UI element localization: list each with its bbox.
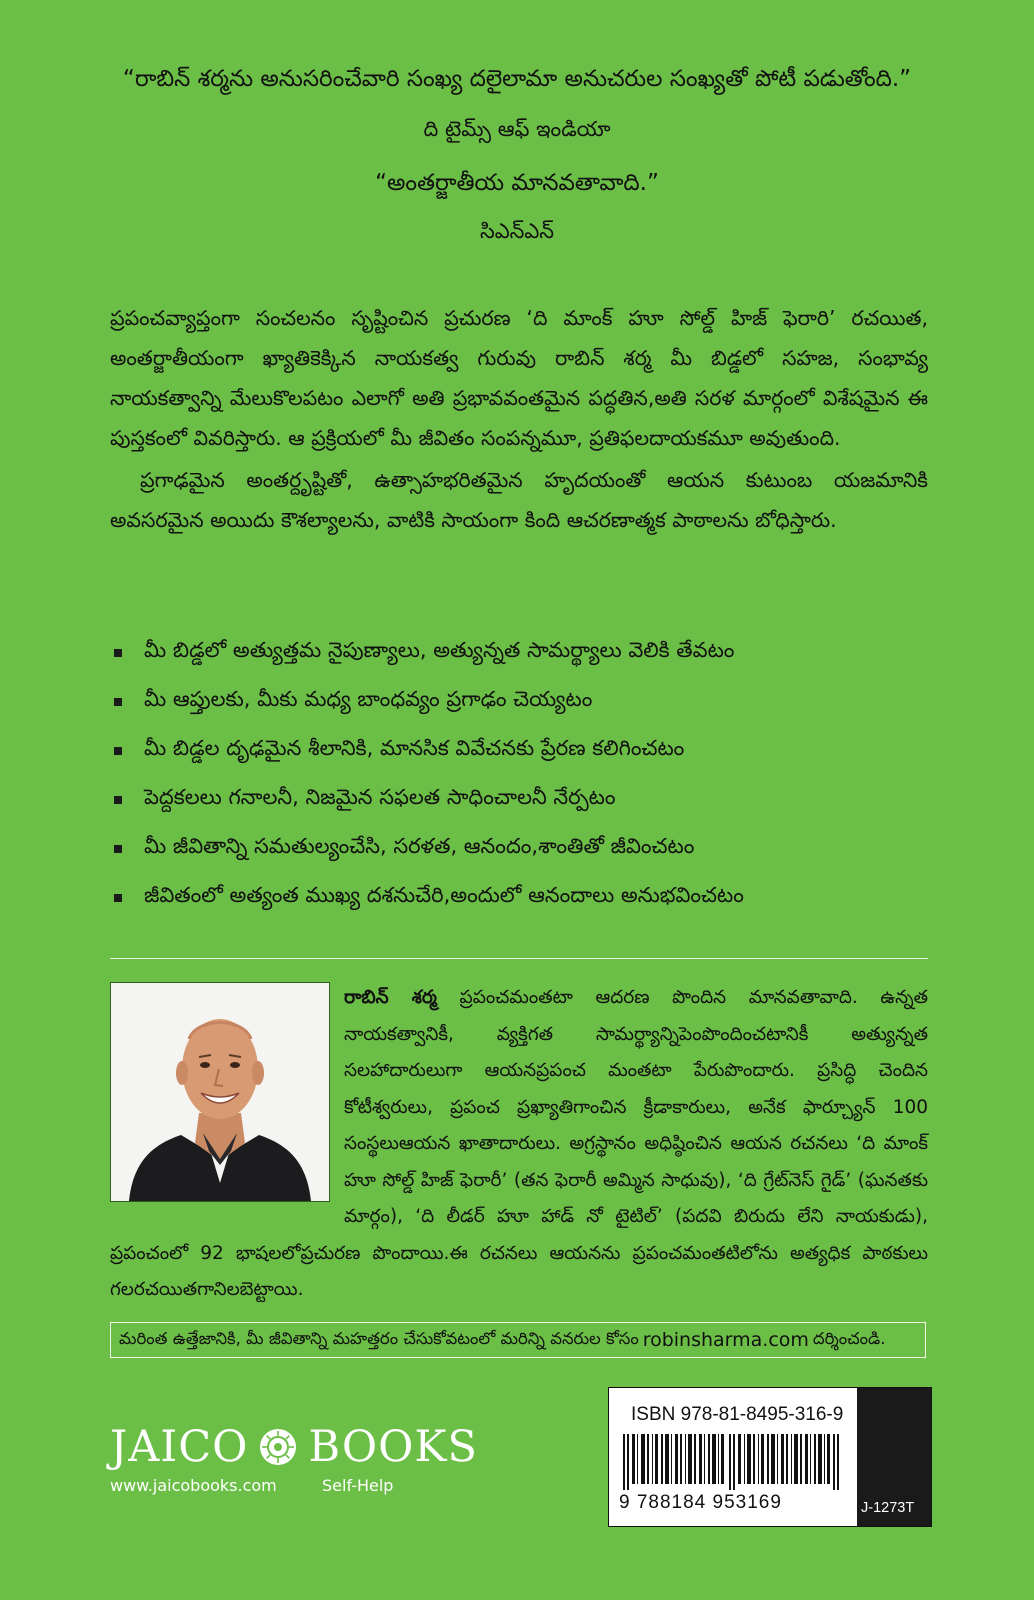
list-item [110, 628, 928, 677]
list-item-text: మీ ఆప్తులకు, మీకు మధ్య బాంధవ్యం ప్రగాఢం చెయ్యటం [144, 686, 593, 711]
website-note-suffix: దర్శించండి. [812, 1328, 886, 1348]
sun-emblem-icon [258, 1427, 298, 1467]
list-item [110, 677, 928, 726]
lessons-list [110, 628, 928, 922]
author-website-link[interactable]: robinsharma.com [642, 1329, 809, 1351]
list-item [110, 873, 928, 922]
author-bio-text: ప్రపంచమంతటా ఆదరణ పొందిన మానవతావాది. ఉన్నత నాయకత్వానికీ, వ్యక్తిగత సామర్థ్యాన్నిపెంపొందించటానికీ అత్యున్నత సలహాదారులుగా ఆయనప్రపంచ మంతటా పేరుపొందారు. ప్రసిద్ధి చెందిన కోటీశ్వరులు, ప్రపంచ ప్రఖ్యాతిగాంచిన క్రీడాకారులు, అనేక ఫార్చ్యూన్ 100 సంస్థలుఆయన ఖాతాదారులు. అగ్రస్థానం అధిష్ఠించిన ఆయన రచనలు ‘ది మాంక్ హూ సోల్డ్ హిజ్ ఫెరారీ’ (తన ఫెరారీ అమ్మిన సాధువు), ‘ది గ్రేట్‌నెస్ గైడ్’ (ఘనతకు మార్గం), ‘ది లీడర్ హూ హాడ్ నో టైటిల్’ (పదవి బిరుదు లేని నాయకుడు), ప్రపంచంలో 92 భాషలలోప్రచురణ పొందాయి.ఈ రచనలు ఆయనను ప్రపంచమంతటిలోను అత్యధిక పాఠకులు గలరచయితగానిలబెట్టాయి. [110, 987, 929, 1300]
list-item-text: జీవితంలో అత్యంత ముఖ్య దశనుచేరి,అందులో ఆనందాలు అనుభవించటం [144, 882, 744, 907]
list-item [110, 775, 928, 824]
list-item [110, 726, 928, 775]
author-bio [110, 980, 928, 1309]
square-bullet-icon [114, 649, 122, 657]
list-item-text: మీ జీవితాన్ని సమతుల్యంచేసి, సరళత, ఆనందం,శాంతితో జీవించటం [144, 833, 695, 858]
quote-times: “రాబిన్ శర్మను అనుసరించేవారి సంఖ్య దలైలామా అనుచరుల సంఖ్యతో పోటీ పడుతోంది.” [122, 66, 912, 92]
square-bullet-icon [114, 698, 122, 706]
quotes-section [0, 64, 1034, 246]
publisher-website[interactable]: www.jaicobooks.com [110, 1476, 277, 1495]
author-name: రాబిన్ శర్మ [344, 987, 437, 1008]
logo-word-jaico: JAICO [110, 1422, 249, 1472]
website-note [110, 1322, 926, 1358]
description-paragraph-2: ప్రగాఢమైన అంతర్దృష్టితో, ఉత్సాహభరితమైన హృదయంతో ఆయన కుటుంబ యజమానికి అవసరమైన అయిదు కౌశల్యాలను, వాటికి సాయంగా కింది ఆచరణాత్మక పాఠాలను బోధిస్తారు. [110, 468, 928, 532]
section-divider [110, 958, 928, 959]
quote-times-source: ది టైమ్స్ ఆఫ్ ఇండియా [423, 117, 611, 141]
barcode-icon [623, 1434, 843, 1490]
square-bullet-icon [114, 747, 122, 755]
isbn-barcode-block [608, 1387, 932, 1527]
website-note-text: మరింత ఉత్తేజానికి, మీ జీవితాన్ని మహత్తరం చేసుకోవటంలో మరిన్ని వనరుల కోసం [119, 1328, 639, 1348]
quote-cnn: “అంతర్జాతీయ మానవతావాది.” [375, 170, 659, 196]
square-bullet-icon [114, 796, 122, 804]
list-item-text: పెద్దకలలు గనాలనీ, నిజమైన సఫలత సాధించాలనీ నేర్పటం [144, 784, 616, 809]
square-bullet-icon [114, 845, 122, 853]
logo-word-books: BOOKS [308, 1422, 478, 1472]
book-description [110, 298, 928, 540]
publisher-logo [110, 1422, 478, 1472]
genre-label: Self-Help [322, 1476, 394, 1495]
quote-cnn-source: సిఎన్ఎన్ [479, 219, 555, 243]
product-code: J-1273T [861, 1500, 915, 1516]
isbn-number: ISBN 978-81-8495-316-9 [631, 1404, 844, 1425]
list-item-text: మీ బిడ్డల దృఢమైన శీలానికి, మానసిక వివేచనకు ప్రేరణ కలిగించటం [144, 735, 685, 760]
barcode-digits: 9 788184 953169 [619, 1492, 782, 1513]
description-paragraph-1: ప్రపంచవ్యాప్తంగా సంచలనం సృష్టించిన ప్రచురణ ‘ది మాంక్ హూ సోల్డ్ హిజ్ ఫెరారి’ రచయిత, అంతర్జాతీయంగా ఖ్యాతికెక్కిన నాయకత్వ గురువు రాబిన్ శర్మ మీ బిడ్డలో సహజ, సంభావ్య నాయకత్వాన్ని మేలుకొలపటం ఎలాగో అతి ప్రభావవంతమైన పద్ధతిన,అతి సరళ మార్గంలో విశేషమైన ఈ పుస్తకంలో వివరిస్తారు. ఆ ప్రక్రియలో మీ జీవితం సంపన్నమూ, ప్రతిఫలదాయకమూ అవుతుంది. [110, 306, 928, 450]
list-item [110, 824, 928, 873]
list-item-text: మీ బిడ్డలో అత్యుత్తమ నైపుణ్యాలు, అత్యున్నత సామర్థ్యాలు వెలికి తేవటం [144, 637, 735, 662]
square-bullet-icon [114, 894, 122, 902]
